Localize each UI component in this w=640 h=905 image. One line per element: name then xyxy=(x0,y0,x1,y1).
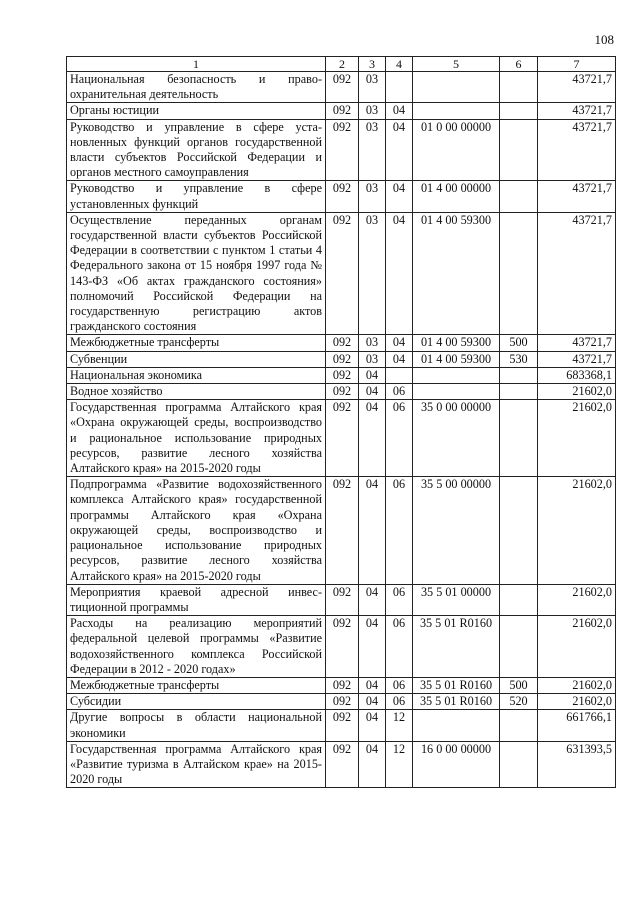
row-description: Государственная программа Алтайского края «Охрана окружающей среды, воспроизводство и рациональное использование природных ресурсов, развитие лесного хозяйства Алтайского края» на 2015-2020 годы xyxy=(67,400,326,477)
row-subsection: 06 xyxy=(386,400,413,477)
row-description: Мероприятия краевой адресной инвестиционной программы xyxy=(67,584,326,615)
row-subsection: 06 xyxy=(386,694,413,710)
row-section: 04 xyxy=(359,677,386,693)
table-row xyxy=(67,694,616,710)
table-row xyxy=(67,335,616,351)
table-header-row xyxy=(67,57,616,72)
row-section: 03 xyxy=(359,181,386,212)
row-section: 04 xyxy=(359,710,386,741)
budget-table xyxy=(66,56,616,788)
row-target-article: 01 4 00 00000 xyxy=(413,181,500,212)
row-target-article: 01 0 00 00000 xyxy=(413,119,500,181)
row-ministry-code: 092 xyxy=(326,741,359,788)
table-row xyxy=(67,741,616,788)
row-ministry-code: 092 xyxy=(326,477,359,584)
table-row xyxy=(67,72,616,103)
table-row xyxy=(67,212,616,335)
row-amount: 21602,0 xyxy=(538,677,616,693)
row-subsection: 06 xyxy=(386,477,413,584)
table-row xyxy=(67,710,616,741)
row-ministry-code: 092 xyxy=(326,119,359,181)
row-amount: 21602,0 xyxy=(538,616,616,678)
row-expense-type xyxy=(500,741,538,788)
row-ministry-code: 092 xyxy=(326,72,359,103)
row-section: 03 xyxy=(359,72,386,103)
row-ministry-code: 092 xyxy=(326,384,359,400)
row-amount: 631393,5 xyxy=(538,741,616,788)
row-ministry-code: 092 xyxy=(326,367,359,383)
row-ministry-code: 092 xyxy=(326,694,359,710)
table-row xyxy=(67,181,616,212)
row-subsection: 06 xyxy=(386,677,413,693)
row-description: Руководство и управление в сфере установленных функций xyxy=(67,181,326,212)
row-section: 04 xyxy=(359,584,386,615)
table-row xyxy=(67,677,616,693)
row-expense-type xyxy=(500,72,538,103)
table-row xyxy=(67,584,616,615)
row-section: 04 xyxy=(359,477,386,584)
row-subsection: 06 xyxy=(386,584,413,615)
row-target-article: 01 4 00 59300 xyxy=(413,212,500,335)
row-section: 04 xyxy=(359,384,386,400)
row-subsection: 12 xyxy=(386,741,413,788)
row-subsection: 04 xyxy=(386,181,413,212)
row-subsection xyxy=(386,367,413,383)
row-expense-type: 520 xyxy=(500,694,538,710)
row-subsection: 12 xyxy=(386,710,413,741)
row-amount: 21602,0 xyxy=(538,694,616,710)
row-target-article: 35 5 01 R0160 xyxy=(413,677,500,693)
table-row xyxy=(67,367,616,383)
row-description: Подпрограмма «Развитие водохозяйственного комплекса Алтайского края» государственной программы Алтайского края «Охрана окружающей среды, воспроизводство и рациональное использование природных ресурсов, развитие лесного хозяйства Алтайского края» на 2015-2020 годы xyxy=(67,477,326,584)
row-amount: 21602,0 xyxy=(538,584,616,615)
column-header: 5 xyxy=(413,57,500,72)
table-row xyxy=(67,616,616,678)
row-expense-type xyxy=(500,710,538,741)
row-subsection xyxy=(386,72,413,103)
row-amount: 43721,7 xyxy=(538,103,616,119)
row-target-article: 35 5 01 R0160 xyxy=(413,694,500,710)
row-section: 04 xyxy=(359,367,386,383)
row-amount: 21602,0 xyxy=(538,400,616,477)
row-target-article: 35 5 01 R0160 xyxy=(413,616,500,678)
row-amount: 21602,0 xyxy=(538,477,616,584)
row-section: 04 xyxy=(359,400,386,477)
row-target-article xyxy=(413,384,500,400)
column-header: 4 xyxy=(386,57,413,72)
table-row xyxy=(67,119,616,181)
row-expense-type xyxy=(500,400,538,477)
row-ministry-code: 092 xyxy=(326,103,359,119)
row-expense-type xyxy=(500,103,538,119)
row-description: Органы юстиции xyxy=(67,103,326,119)
table-row xyxy=(67,351,616,367)
row-target-article xyxy=(413,710,500,741)
row-expense-type: 500 xyxy=(500,335,538,351)
row-ministry-code: 092 xyxy=(326,400,359,477)
row-section: 03 xyxy=(359,103,386,119)
row-expense-type xyxy=(500,181,538,212)
row-description: Другие вопросы в области национальной экономики xyxy=(67,710,326,741)
row-subsection: 04 xyxy=(386,335,413,351)
row-expense-type: 530 xyxy=(500,351,538,367)
row-expense-type xyxy=(500,384,538,400)
row-ministry-code: 092 xyxy=(326,181,359,212)
row-ministry-code: 092 xyxy=(326,584,359,615)
column-header: 1 xyxy=(67,57,326,72)
table-row xyxy=(67,103,616,119)
row-section: 03 xyxy=(359,119,386,181)
row-section: 04 xyxy=(359,616,386,678)
row-expense-type xyxy=(500,584,538,615)
row-amount: 21602,0 xyxy=(538,384,616,400)
row-amount: 43721,7 xyxy=(538,351,616,367)
row-section: 03 xyxy=(359,212,386,335)
row-target-article xyxy=(413,72,500,103)
row-description: Национальная безопасность и правоохранительная деятельность xyxy=(67,72,326,103)
row-section: 04 xyxy=(359,694,386,710)
row-ministry-code: 092 xyxy=(326,677,359,693)
row-description: Расходы на реализацию мероприятий федеральной целевой программы «Развитие водохозяйственного комплекса Российской Федерации в 2012 - 2020 годах» xyxy=(67,616,326,678)
row-subsection: 06 xyxy=(386,384,413,400)
row-amount: 683368,1 xyxy=(538,367,616,383)
row-expense-type xyxy=(500,616,538,678)
row-description: Водное хозяйство xyxy=(67,384,326,400)
row-description: Межбюджетные трансферты xyxy=(67,335,326,351)
row-description: Национальная экономика xyxy=(67,367,326,383)
row-ministry-code: 092 xyxy=(326,710,359,741)
row-amount: 661766,1 xyxy=(538,710,616,741)
row-description: Субвенции xyxy=(67,351,326,367)
row-subsection: 06 xyxy=(386,616,413,678)
row-subsection: 04 xyxy=(386,103,413,119)
row-expense-type xyxy=(500,367,538,383)
row-amount: 43721,7 xyxy=(538,181,616,212)
table-row xyxy=(67,400,616,477)
row-expense-type xyxy=(500,119,538,181)
row-section: 03 xyxy=(359,335,386,351)
row-description: Руководство и управление в сфере установленных функций органов государственной власти субъектов Российской Федерации и органов местного самоуправления xyxy=(67,119,326,181)
page-number: 108 xyxy=(594,32,614,47)
row-ministry-code: 092 xyxy=(326,212,359,335)
row-expense-type: 500 xyxy=(500,677,538,693)
row-amount: 43721,7 xyxy=(538,335,616,351)
row-description: Государственная программа Алтайского края «Развитие туризма в Алтайском крае» на 2015-2020 годы xyxy=(67,741,326,788)
row-description: Межбюджетные трансферты xyxy=(67,677,326,693)
row-target-article: 35 5 01 00000 xyxy=(413,584,500,615)
row-ministry-code: 092 xyxy=(326,335,359,351)
table-row xyxy=(67,477,616,584)
column-header: 7 xyxy=(538,57,616,72)
row-amount: 43721,7 xyxy=(538,119,616,181)
row-target-article: 35 5 00 00000 xyxy=(413,477,500,584)
row-target-article xyxy=(413,367,500,383)
row-description: Осуществление переданных органам государственной власти субъектов Российской Федерации в соответствии с пунктом 1 статьи 4 Федерального закона от 15 ноября 1997 года № 143-ФЗ «Об актах гражданского состояния» полномочий Российской Федерации на государственную регистрацию актов гражданского состояния xyxy=(67,212,326,335)
row-amount: 43721,7 xyxy=(538,212,616,335)
column-header: 3 xyxy=(359,57,386,72)
row-section: 03 xyxy=(359,351,386,367)
column-header: 2 xyxy=(326,57,359,72)
row-expense-type xyxy=(500,212,538,335)
row-expense-type xyxy=(500,477,538,584)
row-ministry-code: 092 xyxy=(326,351,359,367)
row-subsection: 04 xyxy=(386,119,413,181)
row-description: Субсидии xyxy=(67,694,326,710)
row-section: 04 xyxy=(359,741,386,788)
row-ministry-code: 092 xyxy=(326,616,359,678)
row-target-article: 35 0 00 00000 xyxy=(413,400,500,477)
table-row xyxy=(67,384,616,400)
row-amount: 43721,7 xyxy=(538,72,616,103)
row-target-article: 01 4 00 59300 xyxy=(413,335,500,351)
row-subsection: 04 xyxy=(386,351,413,367)
row-target-article: 01 4 00 59300 xyxy=(413,351,500,367)
row-subsection: 04 xyxy=(386,212,413,335)
row-target-article: 16 0 00 00000 xyxy=(413,741,500,788)
column-header: 6 xyxy=(500,57,538,72)
row-target-article xyxy=(413,103,500,119)
